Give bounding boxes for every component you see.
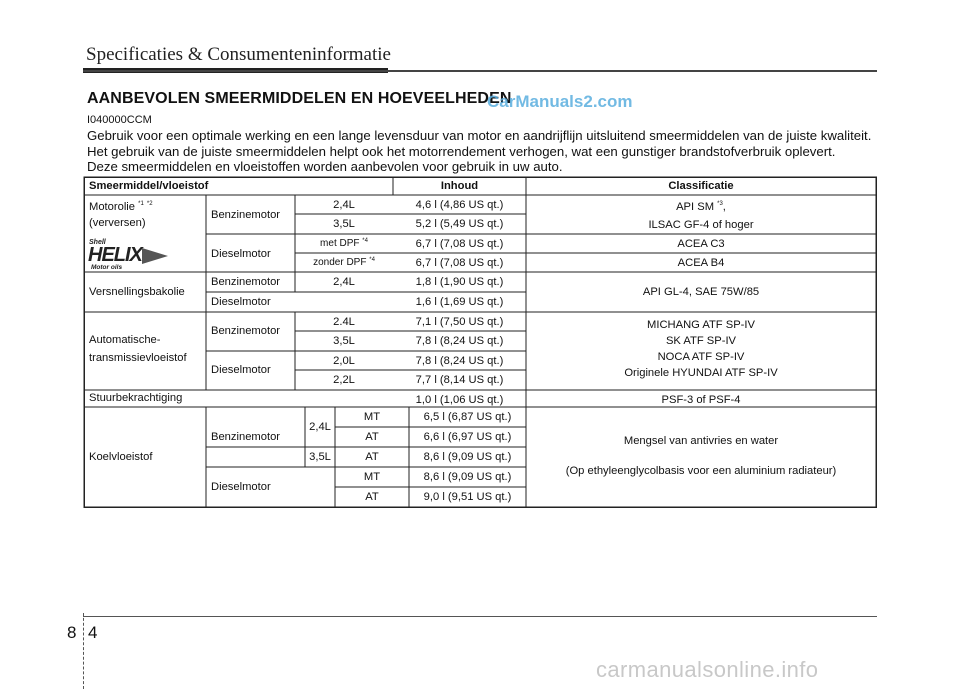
atf-capacity-3: 7,8 l (8,24 US qt.) [415, 355, 504, 367]
header-rule [83, 70, 877, 72]
header-capacity: Inhoud [440, 180, 479, 192]
atf-spec-1: 2.4L [333, 316, 355, 328]
page-margin-line [83, 613, 85, 689]
engine-oil-class-diesel-1: ACEA C3 [677, 238, 725, 250]
logo-brand-text: HELIX [88, 244, 142, 266]
engine-oil-spec-2: 3,5L [333, 218, 355, 230]
engine-oil-label: Motorolie $^{*1}$ $^{*2}$ [89, 201, 153, 213]
atf-diesel: Dieselmotor [211, 364, 271, 376]
atf-capacity-4: 7,7 l (8,14 US qt.) [415, 374, 504, 386]
atf-capacity-1: 7,1 l (7,50 US qt.) [415, 316, 504, 328]
transfer-petrol-spec: 2,4L [333, 276, 355, 288]
page-chapter: 8 [67, 623, 77, 642]
logo-swoosh [142, 248, 168, 264]
atf-label-2: transmissievloeistof [89, 352, 187, 364]
coolant-spec-1: MT [363, 411, 381, 423]
header-classification: Classificatie [668, 180, 734, 192]
transfer-petrol: Benzinemotor [211, 276, 281, 288]
coolant-capacity-2: 6,6 l (6,97 US qt.) [423, 431, 512, 443]
engine-oil-capacity-2: 5,2 l (5,49 US qt.) [415, 218, 504, 230]
engine-oil-diesel: Dieselmotor [211, 248, 271, 260]
shell-helix-logo [88, 236, 168, 270]
atf-petrol: Benzinemotor [211, 325, 281, 337]
header-title: Specificaties & Consumenteninformatie [86, 44, 391, 65]
transfer-diesel-capacity: 1,6 l (1,69 US qt.) [415, 296, 504, 308]
engine-oil-petrol: Benzinemotor [211, 209, 281, 221]
atf-class-2: SK ATF SP-IV [665, 335, 737, 347]
footer-watermark: carmanualsonline.info [596, 657, 819, 682]
coolant-capacity-4: 8,6 l (9,09 US qt.) [423, 471, 512, 483]
section-title: AANBEVOLEN SMEERMIDDELEN EN HOEVEELHEDEN [87, 90, 512, 107]
coolant-capacity-3: 8,6 l (9,09 US qt.) [423, 451, 512, 463]
logo-top-text: Shell [89, 239, 106, 246]
engine-oil-capacity-4: 6,7 l (7,08 US qt.) [415, 257, 504, 269]
atf-class-3: NOCA ATF SP-IV [657, 351, 745, 363]
atf-class-1: MICHANG ATF SP-IV [647, 319, 755, 331]
intro-line-3: Deze smeermiddelen en vloeistoffen worden aanbevolen voor gebruik in uw auto. [87, 159, 563, 174]
coolant-class-1: Mengsel van antivries en water [623, 435, 779, 447]
transfer-label: Versnellingsbakolie [89, 286, 185, 298]
intro-paragraph [87, 128, 887, 175]
logo-bottom-text: Motor oils [91, 264, 123, 270]
engine-oil-spec-4: zonder DPF $^{*4}$ [313, 257, 375, 268]
engine-oil-class-petrol-1: API SM $^{*3}$, [676, 201, 726, 213]
intro-line-1: Gebruik voor een optimale werking en een lange levensduur van motor en aandrijflijn uitsluitend smeermiddelen van de juiste kwaliteit. [87, 128, 872, 143]
header-lubricant: Smeermiddel/vloeistof [89, 180, 209, 192]
coolant-engine-35: 3,5L [309, 451, 331, 463]
coolant-class-2: (Op ethyleenglycolbasis voor een aluminium radiateur) [565, 465, 837, 477]
transfer-classification: API GL-4, SAE 75W/85 [642, 286, 760, 298]
atf-capacity-2: 7,8 l (8,24 US qt.) [415, 335, 504, 347]
steering-capacity: 1,0 l (1,06 US qt.) [415, 394, 504, 406]
page-number: 4 [88, 623, 98, 642]
engine-oil-capacity-3: 6,7 l (7,08 US qt.) [415, 238, 504, 250]
engine-oil-class-diesel-2: ACEA B4 [677, 257, 725, 269]
atf-spec-3: 2,0L [333, 355, 355, 367]
coolant-spec-2: AT [365, 431, 379, 443]
coolant-engine-24: 2,4L [309, 421, 331, 433]
engine-oil-spec-3: met DPF $^{*4}$ [320, 238, 368, 249]
coolant-spec-3: AT [365, 451, 379, 463]
atf-class-4: Originele HYUNDAI ATF SP-IV [624, 367, 778, 379]
steering-label: Stuurbekrachtiging [89, 392, 183, 404]
steering-classification: PSF-3 of PSF-4 [661, 394, 741, 406]
coolant-petrol: Benzinemotor [211, 431, 281, 443]
coolant-capacity-5: 9,0 l (9,51 US qt.) [423, 491, 512, 503]
engine-oil-capacity-1: 4,6 l (4,86 US qt.) [415, 199, 504, 211]
intro-line-2: Het gebruik van de juiste smeermiddelen helpt ook het motorrendement verhogen, wat een gunstiger brandstofverbruik oplevert. [87, 143, 836, 159]
atf-spec-2: 3,5L [333, 335, 355, 347]
coolant-spec-5: AT [365, 491, 379, 503]
footer-rule [83, 616, 877, 617]
coolant-diesel: Dieselmotor [211, 481, 271, 493]
transfer-petrol-capacity: 1,8 l (1,90 US qt.) [415, 276, 504, 288]
coolant-label: Koelvloeistof [89, 451, 153, 463]
transfer-diesel: Dieselmotor [211, 296, 271, 308]
coolant-spec-4: MT [363, 471, 381, 483]
engine-oil-class-petrol-2: ILSAC GF-4 of hoger [648, 219, 754, 231]
engine-oil-sub: (verversen) [89, 217, 146, 229]
section-code: I040000CCM [87, 114, 152, 126]
atf-spec-4: 2,2L [333, 374, 355, 386]
atf-label-1: Automatische- [89, 334, 161, 346]
coolant-capacity-1: 6,5 l (6,87 US qt.) [423, 411, 512, 423]
watermark-text: CarManuals2.com [487, 92, 633, 111]
engine-oil-spec-1: 2,4L [333, 199, 355, 211]
